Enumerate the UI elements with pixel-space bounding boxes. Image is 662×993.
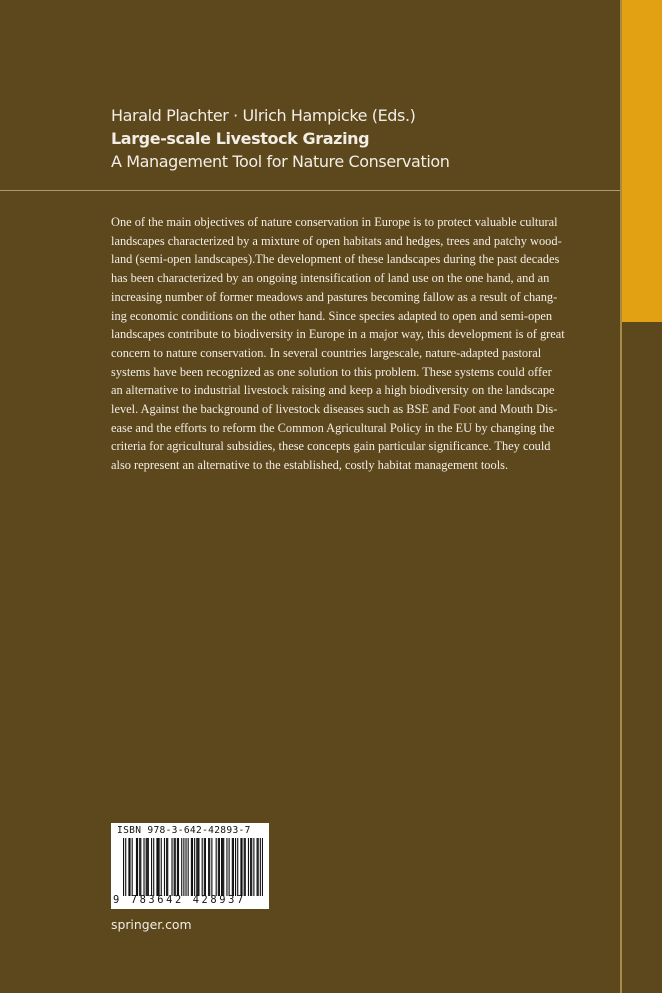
barcode-bar: [164, 838, 165, 896]
barcode-bar: [237, 838, 238, 896]
barcode-bar: [159, 838, 160, 896]
barcode-bar: [240, 838, 241, 896]
blurb-line: has been characterized by an ongoing intensification of land use on the one hand, and an: [111, 271, 550, 286]
barcode-bar: [198, 838, 199, 896]
barcode-bar: [245, 838, 246, 896]
ean-digits: 9 783642 428937: [113, 894, 246, 906]
barcode-bar: [151, 838, 152, 896]
barcode-bar: [166, 838, 167, 896]
barcode-bar: [143, 838, 144, 896]
barcode-bar: [132, 838, 133, 896]
barcode-bar: [233, 838, 234, 896]
barcode-bar: [197, 838, 198, 896]
barcode-bar: [235, 838, 236, 896]
blurb-text: [111, 213, 565, 475]
barcode-bar: [183, 838, 184, 896]
barcode-bar: [202, 838, 203, 896]
barcode-bar: [260, 838, 261, 896]
barcode-bar: [191, 838, 192, 896]
barcode-bar: [167, 838, 168, 896]
blurb-line: increasing number of former meadows and pastures becoming fallow as a result of chang-: [111, 289, 558, 304]
isbn-barcode: [111, 823, 269, 909]
barcode-bar: [250, 838, 251, 896]
blurb-line: land (semi-open landscapes).The development of these landscapes during the past decades: [111, 252, 560, 267]
barcode-bar: [204, 838, 205, 896]
barcode-bar: [153, 838, 154, 896]
barcode-bar: [208, 838, 209, 896]
barcode-bar: [232, 838, 233, 896]
authors: Harald Plachter · Ulrich Hampicke (Eds.): [111, 106, 416, 125]
spine-strip: [622, 322, 662, 993]
barcode-bar: [258, 838, 259, 896]
barcode-bar: [216, 838, 217, 896]
barcode-bar: [125, 838, 126, 896]
blurb-line: landscapes characterized by a mixture of open habitats and hedges, trees and patchy wood-: [111, 233, 562, 248]
barcode-bar: [175, 838, 176, 896]
barcode-bar: [192, 838, 193, 896]
publisher-website: springer.com: [111, 917, 192, 932]
barcode-bar: [219, 838, 220, 896]
barcode-bar: [185, 838, 186, 896]
blurb-line: ease and the efforts to reform the Common Agricultural Policy in the EU by changing the: [111, 420, 555, 435]
barcode-bar: [211, 838, 212, 896]
barcode-bar: [174, 838, 175, 896]
blurb-line: level. Against the background of livestock diseases such as BSE and Foot and Mouth Dis-: [111, 402, 558, 417]
book-header: [111, 104, 611, 173]
barcode-bar: [251, 838, 252, 896]
blurb-line: concern to nature conservation. In several countries largescale, nature-adapted pastoral: [111, 345, 542, 360]
barcode-bar: [136, 838, 137, 896]
barcode-bar: [226, 838, 227, 896]
accent-color-bar: [622, 0, 662, 322]
barcode-bar: [248, 838, 249, 896]
blurb-line: also represent an alternative to the established, costly habitat management tools.: [111, 458, 509, 473]
isbn-label: ISBN 978-3-642-42893-7: [117, 825, 251, 836]
barcode-bar: [229, 838, 230, 896]
book-subtitle: A Management Tool for Nature Conservation: [111, 152, 450, 171]
barcode-bar: [139, 838, 140, 896]
book-title: Large-scale Livestock Grazing: [111, 129, 370, 148]
barcode-bar: [194, 838, 195, 896]
blurb-line: systems have been recognized as one solution to this problem. These systems could offer: [111, 364, 552, 379]
barcode-bar: [205, 838, 206, 896]
barcode-bar: [129, 838, 130, 896]
barcode-bar: [157, 838, 158, 896]
barcode-bars: [123, 838, 263, 896]
barcode-bar: [253, 838, 254, 896]
barcode-bar: [171, 838, 172, 896]
barcode-bar: [223, 838, 224, 896]
barcode-bar: [244, 838, 245, 896]
barcode-bar: [241, 838, 242, 896]
barcode-bar: [257, 838, 258, 896]
blurb-line: landscapes contribute to biodiversity in Europe in a major way, this development is of great: [111, 327, 565, 342]
blurb-line: One of the main objectives of nature conservation in Europe is to protect valuable cultural: [111, 215, 558, 229]
barcode-bar: [128, 838, 129, 896]
barcode-bar: [148, 838, 149, 896]
barcode-bar: [262, 838, 263, 896]
blurb-line: ing economic conditions on the other hand. Since species adapted to open and semi-open: [111, 308, 553, 323]
barcode-bar: [161, 838, 162, 896]
barcode-bar: [156, 838, 157, 896]
barcode-bar: [209, 838, 210, 896]
barcode-bar: [221, 838, 222, 896]
blurb-line: an alternative to industrial livestock raising and keep a high biodiversity on the landscape: [111, 383, 555, 398]
barcode-bar: [147, 838, 148, 896]
barcode-bar: [218, 838, 219, 896]
barcode-bar: [137, 838, 138, 896]
barcode-bar: [196, 838, 197, 896]
blurb-line: criteria for agricultural subsidies, these concepts gain particular significance. They could: [111, 439, 551, 454]
barcode-bar: [178, 838, 179, 896]
divider-line: [0, 190, 620, 191]
barcode-bar: [177, 838, 178, 896]
barcode-bar: [188, 838, 189, 896]
barcode-bar: [123, 838, 124, 896]
barcode-bar: [181, 838, 182, 896]
barcode-bar: [222, 838, 223, 896]
barcode-bar: [146, 838, 147, 896]
barcode-bar: [140, 838, 141, 896]
